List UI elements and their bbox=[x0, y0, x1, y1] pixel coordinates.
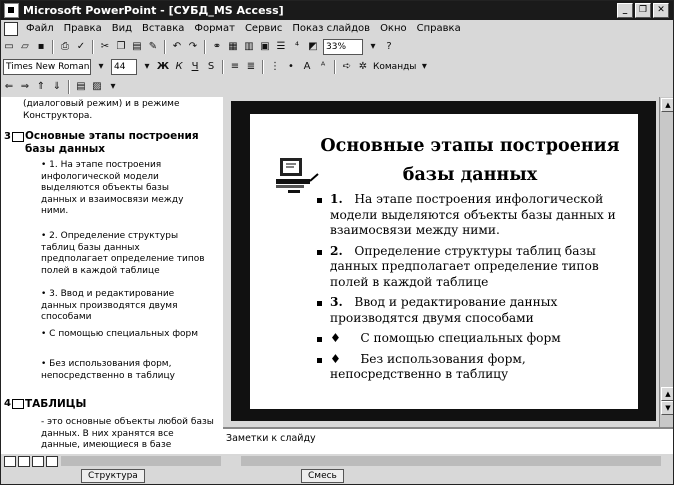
menu-insert[interactable]: Вставка bbox=[141, 23, 185, 34]
outline-slide-title[interactable]: ТАБЛИЦЫ bbox=[25, 398, 87, 410]
spellcheck-icon[interactable]: ✓ bbox=[76, 41, 86, 52]
demote-icon[interactable]: ⇒ bbox=[20, 81, 30, 92]
toolbar-separator bbox=[164, 40, 166, 54]
slide-sorter-icon[interactable] bbox=[46, 456, 58, 467]
slide-view-icon[interactable] bbox=[32, 456, 44, 467]
window-controls bbox=[617, 3, 669, 18]
menu-bar bbox=[1, 20, 673, 37]
expand-all-icon[interactable]: ☰ bbox=[276, 41, 286, 52]
outline-list-item[interactable]: - это основные объекты любой базы данных. В них хранятся все bbox=[41, 417, 214, 439]
bullets-icon[interactable]: • bbox=[288, 61, 294, 72]
outline-slide-title[interactable]: Основные этапы построения базы данных bbox=[25, 130, 199, 155]
show-formatting-icon[interactable]: ▨ bbox=[92, 81, 102, 92]
slide-bullet bbox=[317, 244, 637, 291]
increase-font-icon[interactable]: A bbox=[303, 61, 311, 72]
move-up-icon[interactable]: ⇑ bbox=[36, 81, 46, 92]
redo-icon[interactable]: ↷ bbox=[188, 41, 198, 52]
slide-bullet-list[interactable] bbox=[317, 192, 637, 388]
menu-help[interactable]: Справка bbox=[416, 23, 461, 34]
bullet-label: 3. bbox=[330, 295, 343, 309]
bullet-marker bbox=[317, 250, 322, 255]
toolbar-separator bbox=[334, 60, 336, 74]
slide-bullet bbox=[317, 192, 637, 239]
font-size-dropdown-icon[interactable]: ▾ bbox=[144, 61, 150, 72]
bullet-label: ♦ bbox=[330, 351, 341, 366]
powerpoint-app-icon[interactable] bbox=[4, 3, 19, 18]
outline-list-item[interactable]: • 2. Определение структуры таблиц базы данных предполагает определение типов полей в каждой таблице bbox=[41, 231, 205, 276]
outline-slide-number: 3 bbox=[4, 131, 11, 142]
slide-title[interactable]: Основные этапы построения базы данных bbox=[320, 136, 620, 185]
numbering-icon[interactable]: ⋮ bbox=[270, 61, 280, 72]
bullet-marker bbox=[317, 198, 322, 203]
toolbar-separator bbox=[92, 40, 94, 54]
restore-button[interactable]: ❐ bbox=[635, 3, 651, 18]
align-left-icon[interactable]: ≡ bbox=[230, 61, 240, 72]
status-bar bbox=[1, 454, 673, 484]
outline-pane[interactable] bbox=[1, 97, 223, 454]
outline-partial-text[interactable]: (диалоговый режим) и в режиме Конструктора. bbox=[23, 99, 180, 121]
bullet-label: 2. bbox=[330, 243, 343, 258]
slide-bullet bbox=[317, 352, 637, 383]
save-icon[interactable]: ▪ bbox=[37, 41, 45, 52]
slide-frame bbox=[231, 101, 656, 421]
commands-dropdown-icon[interactable]: ▾ bbox=[421, 61, 427, 72]
menu-edit[interactable]: Правка bbox=[63, 23, 102, 34]
scroll-up-icon[interactable]: ▲ bbox=[661, 98, 674, 112]
slide-horizontal-scrollbar[interactable] bbox=[241, 456, 661, 466]
bullet-text: Определение структуры таблиц базы данных предполагает определение типов полей в каждой таблице bbox=[330, 243, 599, 289]
window-title: Microsoft PowerPoint - [СУБД_MS Access] bbox=[23, 4, 284, 17]
zoom-dropdown-icon[interactable]: ▾ bbox=[370, 41, 376, 52]
formatting-toolbar bbox=[1, 57, 673, 77]
toolbar-separator bbox=[52, 40, 54, 54]
menu-file[interactable]: Файл bbox=[26, 23, 54, 34]
slide-bullet bbox=[317, 331, 637, 347]
outline-list-item[interactable]: данные, имеющиеся в базе bbox=[41, 440, 172, 450]
move-down-icon[interactable]: ⇓ bbox=[52, 81, 62, 92]
normal-view-icon[interactable] bbox=[4, 456, 16, 467]
slide-icon[interactable] bbox=[12, 132, 24, 142]
standard-toolbar bbox=[1, 37, 673, 57]
format-painter-icon[interactable]: ✎ bbox=[148, 41, 158, 52]
zoom-select[interactable]: 33% bbox=[323, 39, 363, 55]
font-name-select[interactable]: Times New Roman bbox=[3, 59, 91, 75]
new-slide-icon[interactable]: ▣ bbox=[260, 41, 270, 52]
menu-view[interactable]: Вид bbox=[111, 23, 132, 34]
bullet-label: 1. bbox=[330, 192, 343, 206]
document-icon[interactable] bbox=[4, 22, 18, 36]
design-icon[interactable]: ✲ bbox=[358, 61, 368, 72]
new-icon[interactable]: ▭ bbox=[4, 41, 14, 52]
bullet-marker bbox=[317, 337, 322, 342]
slide-vertical-scrollbar[interactable] bbox=[659, 97, 674, 427]
notes-pane[interactable] bbox=[223, 427, 673, 454]
menu-window[interactable]: Окно bbox=[380, 23, 407, 34]
next-slide-icon[interactable]: ▼ bbox=[661, 401, 674, 415]
hyperlink-icon[interactable]: ⚭ bbox=[212, 41, 222, 52]
toolbar-separator bbox=[262, 60, 264, 74]
commands-menu[interactable]: Команды bbox=[373, 62, 417, 72]
view-buttons bbox=[4, 456, 58, 467]
promote-icon[interactable]: ⇐ bbox=[4, 81, 14, 92]
underline-button[interactable]: Ч bbox=[191, 61, 199, 72]
slide-canvas[interactable] bbox=[250, 114, 638, 409]
outline-list-item[interactable]: • Без использования форм, непосредственно в таблицу bbox=[41, 359, 175, 381]
decrease-font-icon[interactable]: ᴬ bbox=[320, 61, 326, 72]
table-icon[interactable]: ▦ bbox=[228, 41, 238, 52]
outline-view-icon[interactable] bbox=[18, 456, 30, 467]
toolbar-separator bbox=[68, 80, 70, 94]
shadow-icon[interactable]: S bbox=[207, 61, 215, 72]
slide-bullet bbox=[317, 295, 637, 326]
status-outline-tab[interactable]: Структура bbox=[81, 469, 145, 483]
paste-icon[interactable]: ▤ bbox=[132, 41, 142, 52]
toolbar-separator bbox=[222, 60, 224, 74]
bold-button[interactable]: Ж bbox=[156, 61, 170, 72]
outline-list-item[interactable]: • 1. На этапе построения инфологической модели выделяются объекты базы данных и взаимосвязи между ними. bbox=[41, 160, 184, 216]
title-bar bbox=[1, 1, 673, 20]
summary-slide-icon[interactable]: ▤ bbox=[76, 81, 86, 92]
formatting-icon[interactable]: ⁴ bbox=[294, 41, 299, 52]
outline-list-item[interactable]: • 3. Ввод и редактирование данных производятся двумя способами bbox=[41, 289, 178, 322]
bullet-text: На этапе построения инфологической модели выделяются объекты базы данных и взаимосвязи между ними. bbox=[330, 192, 616, 237]
help-icon[interactable]: ? bbox=[386, 41, 392, 52]
minimize-button[interactable]: _ bbox=[617, 3, 633, 18]
bullet-text: С помощью специальных форм bbox=[360, 331, 561, 345]
undo-icon[interactable]: ↶ bbox=[172, 41, 182, 52]
menu-slideshow[interactable]: Показ слайдов bbox=[292, 23, 371, 34]
outline-horizontal-scrollbar[interactable] bbox=[61, 456, 221, 466]
bullet-text: Без использования форм, непосредственно в таблицу bbox=[330, 351, 526, 381]
chart-icon[interactable]: ▥ bbox=[244, 41, 254, 52]
menu-format[interactable]: Формат bbox=[194, 23, 235, 34]
bullet-text: Ввод и редактирование данных производятся двумя способами bbox=[330, 295, 558, 325]
open-icon[interactable]: ▱ bbox=[21, 41, 29, 52]
notes-placeholder[interactable]: Заметки к слайду bbox=[226, 433, 316, 444]
slide-pane bbox=[223, 97, 673, 427]
grayscale-icon[interactable]: ◩ bbox=[308, 41, 318, 52]
animation-icon[interactable]: ➪ bbox=[342, 61, 352, 72]
cut-icon[interactable]: ✂ bbox=[100, 41, 110, 52]
outline-toolbar bbox=[1, 77, 673, 97]
close-button[interactable]: ✕ bbox=[653, 3, 669, 18]
slide-icon[interactable] bbox=[12, 399, 24, 409]
italic-button[interactable]: К bbox=[175, 61, 183, 72]
toolbar-separator bbox=[204, 40, 206, 54]
outline-dropdown-icon[interactable]: ▾ bbox=[110, 81, 116, 92]
outline-list-item[interactable]: • С помощью специальных форм bbox=[41, 329, 199, 339]
bullet-marker bbox=[317, 358, 322, 363]
align-center-icon[interactable]: ≣ bbox=[246, 61, 256, 72]
font-size-select[interactable]: 44 bbox=[111, 59, 137, 75]
font-name-dropdown-icon[interactable]: ▾ bbox=[98, 61, 104, 72]
status-design-tab: Смесь bbox=[301, 469, 344, 483]
copy-icon[interactable]: ❐ bbox=[116, 41, 126, 52]
print-icon[interactable]: ⎙ bbox=[61, 41, 69, 52]
menu-tools[interactable]: Сервис bbox=[244, 23, 283, 34]
previous-slide-icon[interactable]: ▲ bbox=[661, 387, 674, 401]
outline-slide-number: 4 bbox=[4, 398, 11, 409]
bullet-label: ♦ bbox=[330, 331, 341, 345]
bullet-marker bbox=[317, 301, 322, 306]
